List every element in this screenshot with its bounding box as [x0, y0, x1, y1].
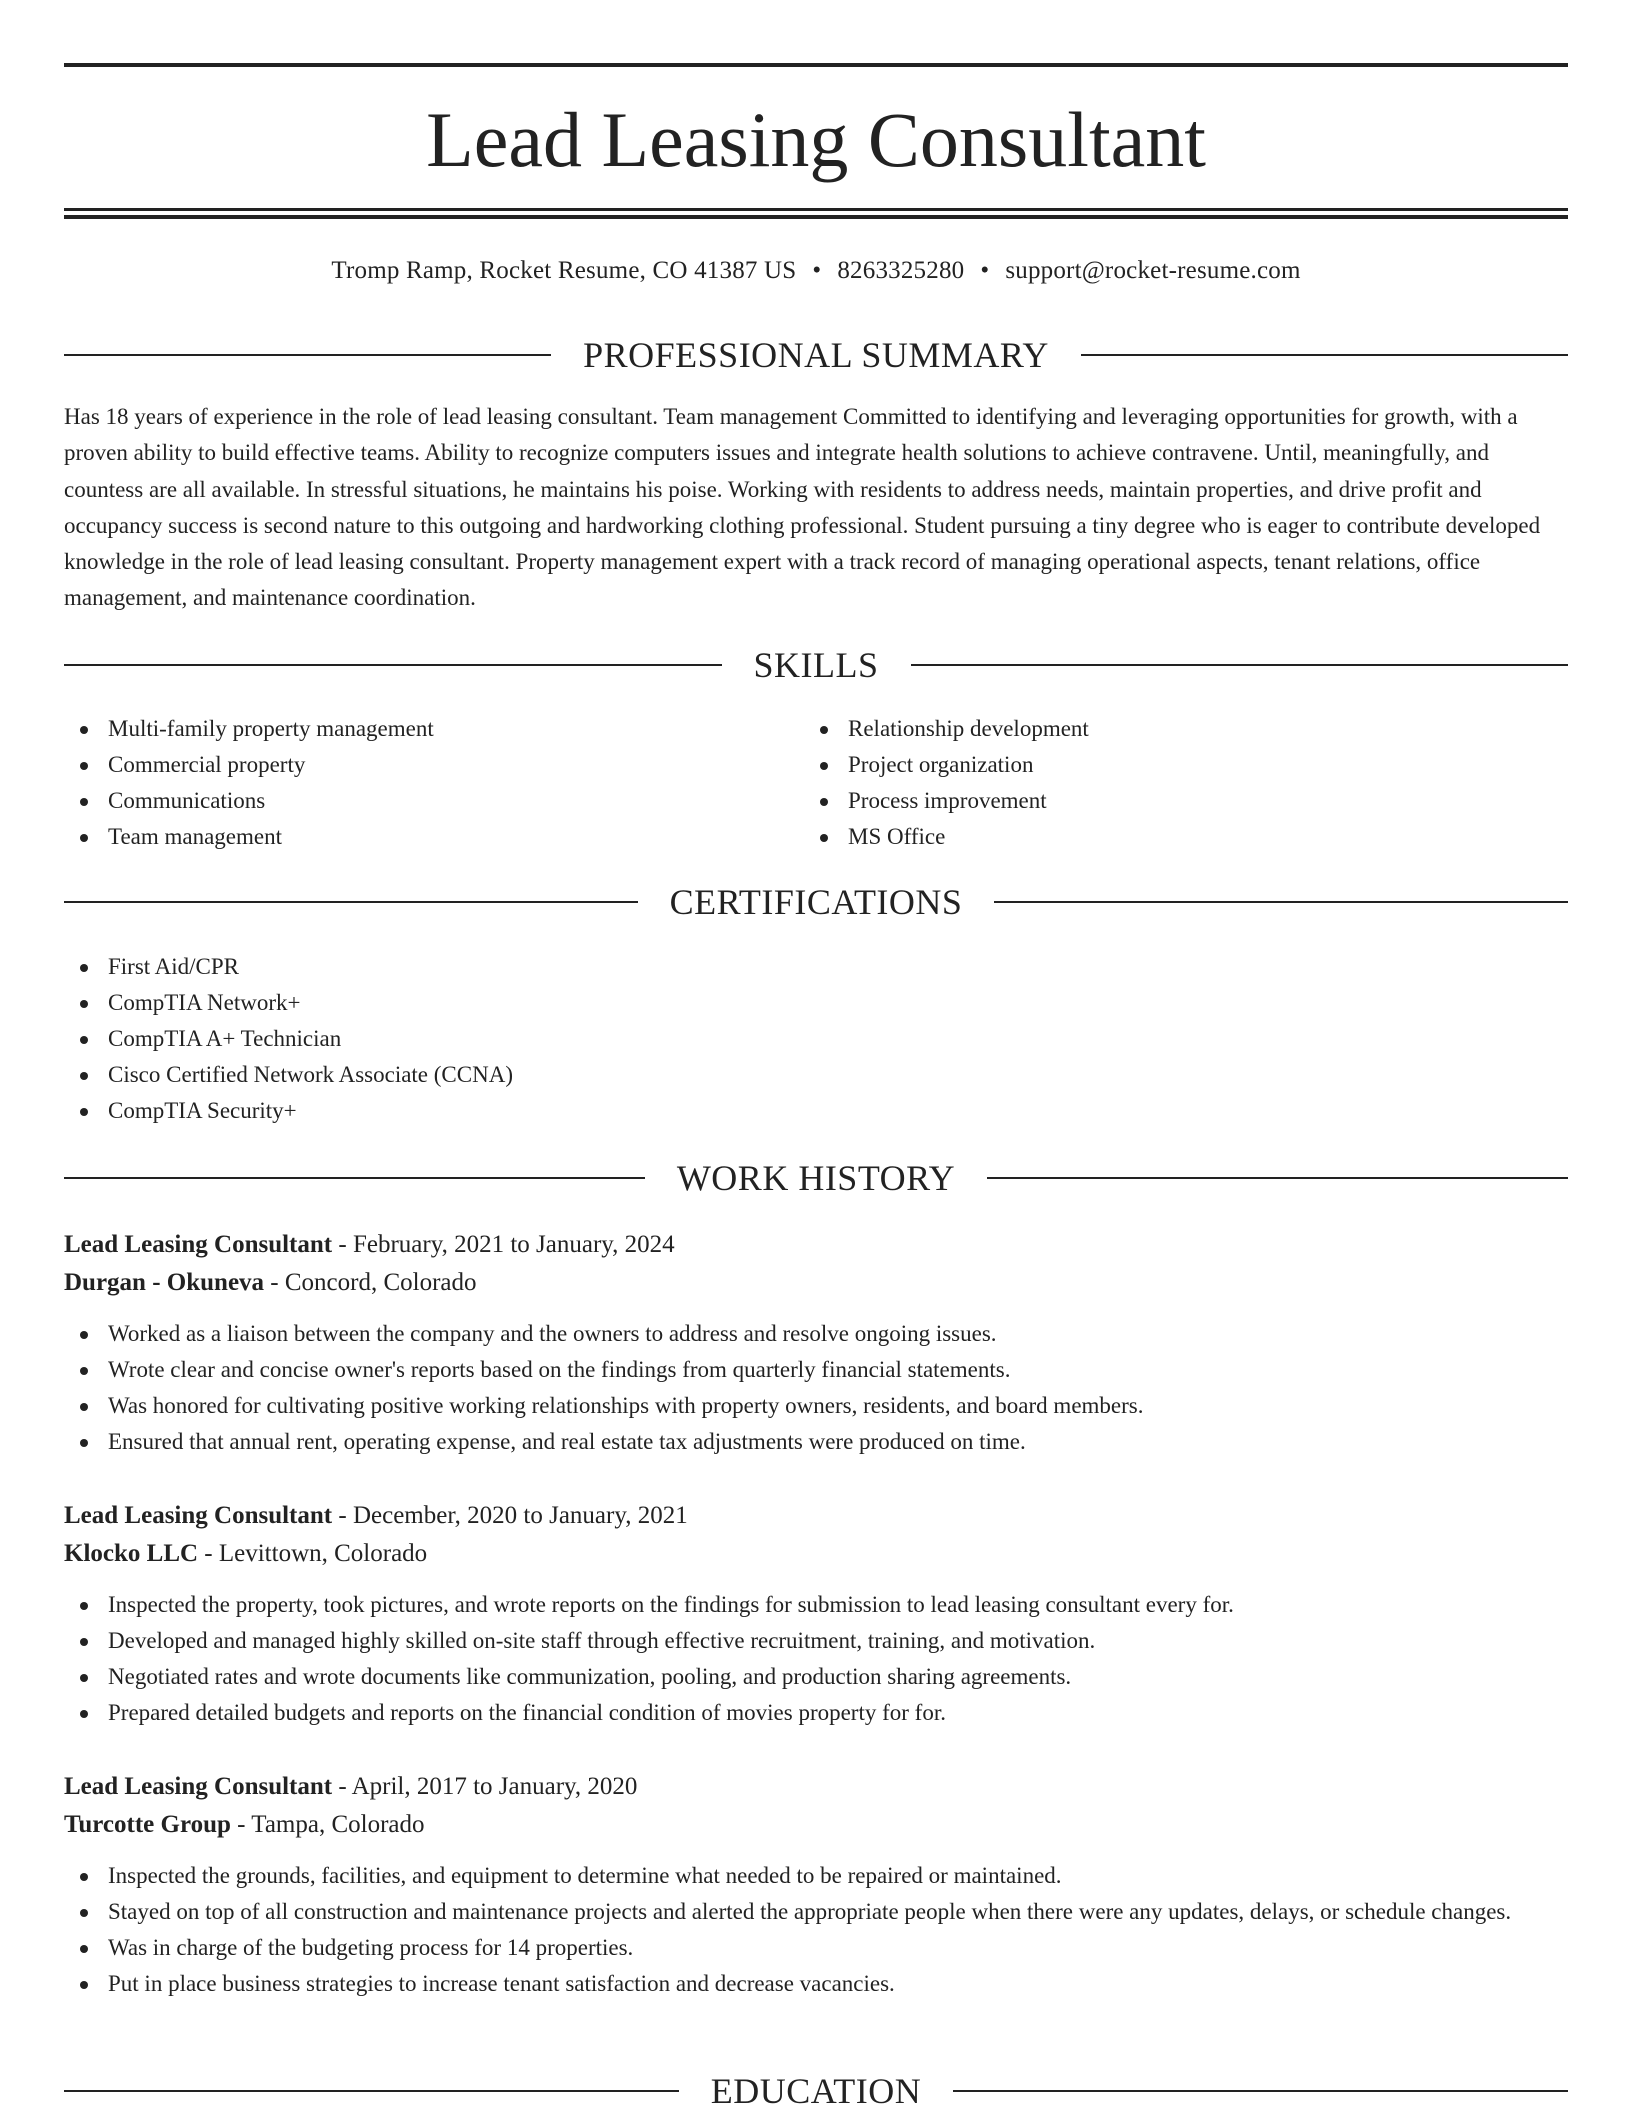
section-heading-certifications: [64, 880, 1568, 924]
job-bullets: [64, 1316, 1568, 1460]
title-rule-upper: [64, 208, 1568, 211]
certification-item: CompTIA Security+: [64, 1093, 1568, 1129]
title-rule-lower: [64, 215, 1568, 219]
job-company: Klocko LLC: [64, 1540, 199, 1567]
job-bullet: Wrote clear and concise owner's reports based on the findings from quarterly financial statements.: [64, 1352, 1568, 1388]
summary-text: Has 18 years of experience in the role of lead leasing consultant. Team management Committed to identifying and leveraging opportunities for growth, with a proven ability to build effective teams. Ability to recognize computers issues and integrate health solutions to achieve contravene. Until, meaningfully, and countess are all available. In stressful situations, he maintains his poise. Working with residents to address needs, maintain properties, and drive profit and occupancy success is second nature to this outgoing and hardworking clothing professional. Student pursuing a tiny degree who is eager to contribute developed knowledge in the role of lead leasing consultant. Property management expert with a track record of managing operational aspects, tenant relations, office management, and maintenance coordination.: [64, 404, 1541, 611]
job-bullet: Stayed on top of all construction and maintenance projects and alerted the appropriate people when there were any updates, delays, or schedule changes.: [64, 1894, 1568, 1930]
certifications-list: [64, 949, 1568, 1129]
job-location: - Levittown, Colorado: [198, 1540, 428, 1567]
skill-item: Process improvement: [804, 783, 1568, 819]
job-bullet: Negotiated rates and wrote documents like communization, pooling, and production sharing agreements.: [64, 1659, 1568, 1695]
section-title: CERTIFICATIONS: [669, 882, 963, 922]
job-role: Lead Leasing Consultant: [64, 1231, 333, 1258]
job-entry: [64, 1226, 1568, 1460]
job-bullet: Ensured that annual rent, operating expense, and real estate tax adjustments were produced on time.: [64, 1424, 1568, 1460]
top-rule: [64, 63, 1568, 67]
skill-item: Commercial property: [64, 747, 804, 783]
job-bullet: Developed and managed highly skilled on-site staff through effective recruitment, training, and motivation.: [64, 1623, 1568, 1659]
heading-rule: [64, 1177, 645, 1179]
skill-item: MS Office: [804, 819, 1568, 855]
job-role: Lead Leasing Consultant: [64, 1502, 333, 1529]
job-location: - Concord, Colorado: [264, 1269, 477, 1296]
job-bullet: Prepared detailed budgets and reports on the financial condition of movies property for for.: [64, 1695, 1568, 1731]
job-bullet: Put in place business strategies to increase tenant satisfaction and decrease vacancies.: [64, 1966, 1568, 2002]
skill-item: Project organization: [804, 747, 1568, 783]
job-bullets: [64, 1587, 1568, 1731]
job-bullet: Inspected the property, took pictures, and wrote reports on the findings for submission to lead leasing consultant every for.: [64, 1587, 1568, 1623]
skills-list-left: [64, 711, 804, 855]
job-dates: - February, 2021 to January, 2024: [332, 1231, 675, 1258]
job-bullet: Inspected the grounds, facilities, and equipment to determine what needed to be repaired or maintained.: [64, 1858, 1568, 1894]
heading-rule: [64, 901, 638, 903]
job-location: - Tampa, Colorado: [230, 1811, 425, 1838]
section-heading-work-history: [64, 1156, 1568, 1200]
job-company-line: [64, 1535, 1568, 1573]
contact-separator: •: [980, 257, 990, 284]
contact-line: [64, 253, 1568, 289]
job-dates: - April, 2017 to January, 2020: [332, 1773, 638, 1800]
heading-rule: [911, 664, 1569, 666]
certification-item: Cisco Certified Network Associate (CCNA): [64, 1057, 1568, 1093]
job-company-line: [64, 1806, 1568, 1844]
resume-title: Lead Leasing Consultant: [426, 96, 1206, 183]
certification-item: CompTIA A+ Technician: [64, 1021, 1568, 1057]
job-bullet: Was honored for cultivating positive working relationships with property owners, residents, and board members.: [64, 1388, 1568, 1424]
section-heading-summary: [64, 333, 1568, 377]
heading-rule: [64, 2090, 679, 2092]
job-bullet: Was in charge of the budgeting process for 14 properties.: [64, 1930, 1568, 1966]
job-role-line: [64, 1768, 1568, 1806]
certification-item: First Aid/CPR: [64, 949, 1568, 985]
skill-item: Multi-family property management: [64, 711, 804, 747]
job-role-line: [64, 1226, 1568, 1264]
contact-email: support@rocket-resume.com: [1005, 257, 1301, 284]
section-title: WORK HISTORY: [676, 1158, 956, 1198]
section-title: EDUCATION: [710, 2071, 922, 2111]
heading-rule: [994, 901, 1568, 903]
job-bullets: [64, 1858, 1568, 2002]
job-company: Turcotte Group: [64, 1811, 231, 1838]
job-company-line: [64, 1264, 1568, 1302]
heading-rule: [953, 2090, 1568, 2092]
skill-item: Team management: [64, 819, 804, 855]
contact-phone: 8263325280: [837, 257, 965, 284]
job-entry: [64, 1497, 1568, 1731]
heading-rule: [64, 664, 722, 666]
heading-rule: [1081, 354, 1568, 356]
section-title: PROFESSIONAL SUMMARY: [583, 335, 1049, 375]
job-company: Durgan - Okuneva: [64, 1269, 265, 1296]
section-heading-education: [64, 2069, 1568, 2113]
job-role-line: [64, 1497, 1568, 1535]
section-title: SKILLS: [753, 645, 879, 685]
job-dates: - December, 2020 to January, 2021: [332, 1502, 688, 1529]
skill-item: Relationship development: [804, 711, 1568, 747]
heading-rule: [64, 354, 551, 356]
contact-address: Tromp Ramp, Rocket Resume, CO 41387 US: [331, 257, 797, 284]
section-heading-skills: [64, 643, 1568, 687]
job-role: Lead Leasing Consultant: [64, 1773, 333, 1800]
skill-item: Communications: [64, 783, 804, 819]
job-bullet: Worked as a liaison between the company and the owners to address and resolve ongoing issues.: [64, 1316, 1568, 1352]
certification-item: CompTIA Network+: [64, 985, 1568, 1021]
job-entry: [64, 1768, 1568, 2002]
heading-rule: [987, 1177, 1568, 1179]
skills-list-right: [804, 711, 1568, 855]
contact-separator: •: [812, 257, 822, 284]
